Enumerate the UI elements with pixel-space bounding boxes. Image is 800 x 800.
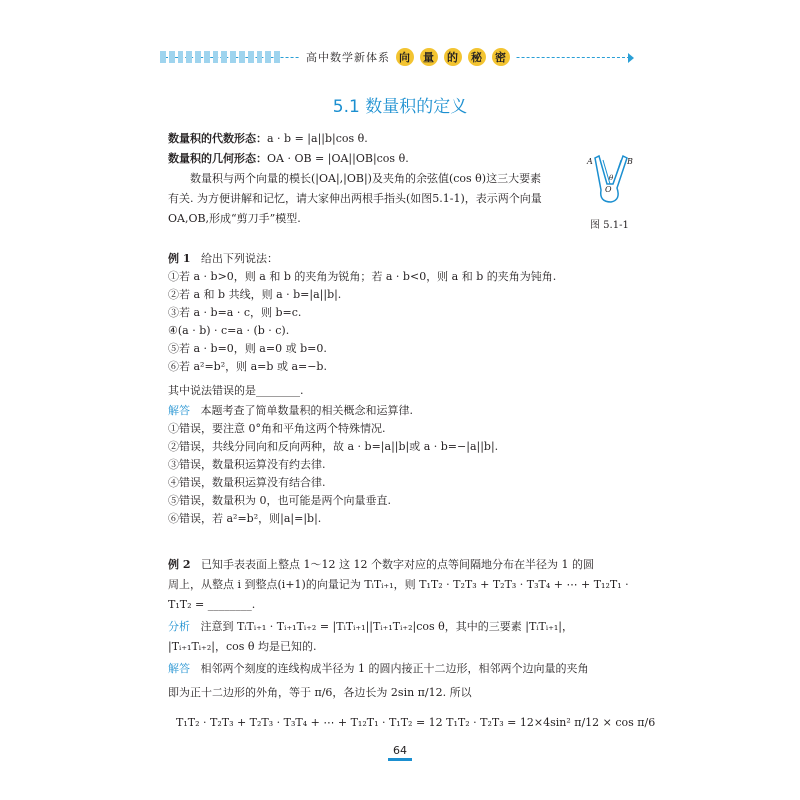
header-char-4: 秘 (468, 48, 486, 66)
label-a: A (587, 157, 593, 166)
example1-question: 其中说法错误的是________. (168, 384, 304, 397)
example1-answer-intro: 解答 本题考查了简单数量积的相关概念和运算律. (168, 404, 413, 417)
example1-answer-5: ⑤错误，数量积为 0，也可能是两个向量垂直. (168, 494, 391, 507)
example2-analysis-2: |Tᵢ₊₁Tᵢ₊₂|，cos θ 均是已知的. (168, 640, 317, 653)
section-title: 5.1 数量积的定义 (332, 97, 468, 117)
example1-item-2: ②若 a 和 b 共线，则 a · b=|a||b|. (168, 288, 342, 301)
example2-answer-1: 解答 相邻两个刻度的连线构成半径为 1 的圆内接正十二边形，相邻两个边向量的夹角 (168, 662, 589, 675)
header-char-3: 的 (444, 48, 462, 66)
example1-item-6: ⑥若 a²=b²，则 a=b 或 a=−b. (168, 360, 327, 373)
example1-answer-1: ①错误，要注意 0°角和平角这两个特殊情况. (168, 422, 386, 435)
label-b: B (627, 157, 633, 166)
example2-line-2: 周上，从整点 i 到整点(i+1)的向量记为 TᵢTᵢ₊₁，则 T₁T₂ · T₂T₃ + T₂T₃ · T₃T₄ + ⋯ + T₁₂T₁ · (168, 578, 629, 591)
example1-answer-6: ⑥错误，若 a²=b²，则|a|=|b|. (168, 512, 322, 525)
scissor-hand-figure (585, 150, 635, 208)
label-o: O (605, 185, 612, 194)
label-theta: θ (609, 174, 614, 182)
example2-line-1: 例 2 已知手表表面上整点 1～12 这 12 个数字对应的点等间隔地分布在半径为 1 的圆 (168, 558, 594, 571)
geometric-definition: 数量积的几何形态：OA · OB = |OA||OB|cos θ. (168, 152, 409, 165)
series-title: 高中数学新体系 (306, 51, 390, 64)
header-char-5: 密 (492, 48, 510, 66)
figure-caption: 图 5.1-1 (590, 220, 629, 231)
example1-header: 例 1 给出下列说法： (168, 252, 278, 265)
header-char-1: 向 (396, 48, 414, 66)
header-title (300, 48, 516, 66)
page-number: 64 (393, 744, 407, 757)
example1-answer-3: ③错误，数量积运算没有约去律. (168, 458, 326, 471)
example1-item-5: ⑤若 a · b=0，则 a=0 或 b=0. (168, 342, 327, 355)
page-header (160, 47, 634, 67)
page-number-underline (388, 758, 412, 761)
example2-analysis-1: 分析 注意到 TᵢTᵢ₊₁ · Tᵢ₊₁Tᵢ₊₂ = |TᵢTᵢ₊₁||Tᵢ₊₁Tᵢ₊₂|cos θ，其中的三要素 |TᵢTᵢ₊₁|， (168, 620, 573, 633)
header-char-2: 量 (420, 48, 438, 66)
example2-answer-2: 即为正十二边形的外角，等于 π/6，各边长为 2sin π/12. 所以 (168, 686, 472, 699)
example1-item-4: ④(a · b) · c=a · (b · c). (168, 324, 290, 337)
definition-paragraph-2: 有关. 为方便讲解和记忆，请大家伸出两根手指头(如图5.1-1)，表示两个向量 (168, 192, 542, 205)
example1-answer-4: ④错误，数量积运算没有结合律. (168, 476, 326, 489)
example1-answer-2: ②错误，共线分同向和反向两种，故 a · b=|a||b|或 a · b=−|a||b|. (168, 440, 499, 453)
example2-answer-3: T₁T₂ · T₂T₃ + T₂T₃ · T₃T₄ + ⋯ + T₁₂T₁ · T₁T₂ = 12 T₁T₂ · T₂T₃ = 12×4sin² π/12 × cos π/6 (176, 716, 656, 729)
example2-line-3: T₁T₂ = ________. (168, 598, 256, 611)
header-arrow-icon (628, 53, 634, 63)
definition-paragraph-1: 数量积与两个向量的模长(|OA|,|OB|)及夹角的余弦值(cos θ)这三大要素 (190, 172, 542, 185)
algebraic-definition: 数量积的代数形态：a · b = |a||b|cos θ. (168, 132, 368, 145)
example1-item-1: ①若 a · b>0，则 a 和 b 的夹角为锐角；若 a · b<0，则 a 和 b 的夹角为钝角. (168, 270, 557, 283)
header-decoration (160, 51, 280, 63)
definition-paragraph-3: OA,OB,形成“剪刀手”模型. (168, 212, 301, 225)
example1-item-3: ③若 a · b=a · c，则 b=c. (168, 306, 302, 319)
